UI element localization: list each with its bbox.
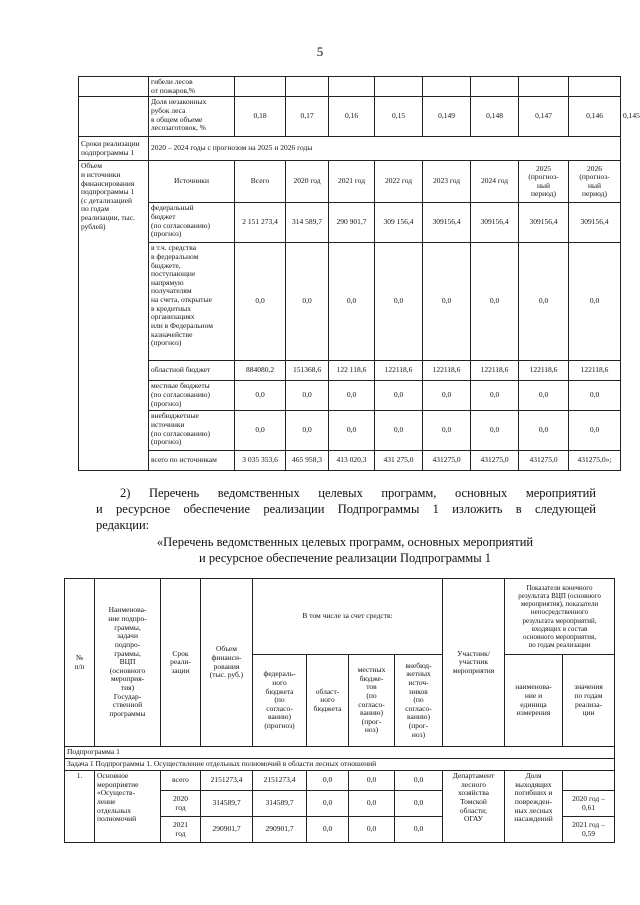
funding-label: Объем и источники финансирования подпрограммы 1 (с детализацией по годам реализации, тыс. рублей): [79, 161, 149, 471]
indicator-name-cell: Доля выходящих погибших и поврежден- ных лесных насаждений: [505, 771, 563, 843]
value-cell: 0,0: [235, 381, 286, 411]
value-cell: 0,0: [329, 243, 375, 361]
value-cell: 0,0: [349, 791, 395, 817]
value-cell: 0,0: [235, 411, 286, 451]
value-cell: 0,0: [395, 817, 443, 843]
caption-line: и ресурсное обеспечение реализации Подпрограммы 1: [199, 551, 491, 565]
source-federal-direct: в т.ч. средства в федеральном бюджете, поступающие напрямую получателям на счета, открытые в кредитных организациях или в Федеральном казначействе (прогноз): [149, 243, 235, 361]
value-cell: 0,0: [286, 411, 329, 451]
value-cell: 314589,7: [201, 791, 253, 817]
value-cell: 0,0: [307, 817, 349, 843]
terms-label: Сроки реализации подпрограммы 1: [79, 137, 149, 161]
value-cell: 122118,6: [423, 361, 471, 381]
item-name: Основное мероприятие «Осуществ- ление отдельных полномочий: [95, 771, 161, 843]
value-cell: 0,0: [569, 381, 621, 411]
value-cell: 0,147: [519, 97, 569, 137]
value-cell: 309156,4: [423, 203, 471, 243]
header-2022: 2022 год: [375, 161, 423, 203]
header-name: Наименова- ние подпро- граммы, задачи подпро- граммы, ВЦП (основного мероприя- тия) Государ- ственной программы: [95, 579, 161, 747]
value-cell: 0,0: [307, 791, 349, 817]
value-cell: 0,0: [423, 243, 471, 361]
value-cell: 0,0: [395, 771, 443, 791]
source-regional: областной бюджет: [149, 361, 235, 381]
page-number: 5: [316, 44, 324, 59]
source-federal: федеральный бюджет (по согласованию) (прогноз): [149, 203, 235, 243]
value-cell: 122118,6: [471, 361, 519, 381]
header-total: Всего: [235, 161, 286, 203]
terms-value: 2020 – 2024 годы с прогнозом на 2025 и 2026 годы: [149, 137, 621, 161]
source-offbudget: внебюджетные источники (по согласованию) (прогноз): [149, 411, 235, 451]
value-cell: 431275,0»;: [569, 451, 621, 471]
header-2025: 2025 (прогноз- ный период): [519, 161, 569, 203]
term-cell: 2021 год: [161, 817, 201, 843]
value-cell: 0,0: [329, 381, 375, 411]
value-cell: 151368,6: [286, 361, 329, 381]
header-including: В том числе за счет средств:: [253, 579, 443, 655]
value-cell: 431275,0: [519, 451, 569, 471]
header-regional: област- ного бюджета: [307, 655, 349, 747]
value-cell: 0,16: [329, 97, 375, 137]
header-2026: 2026 (прогноз- ный период): [569, 161, 621, 203]
value-cell: 3 035 353,6: [235, 451, 286, 471]
value-cell: 2151273,4: [201, 771, 253, 791]
value-cell: 0,0: [471, 243, 519, 361]
value-cell: 465 958,3: [286, 451, 329, 471]
term-cell: всего: [161, 771, 201, 791]
programs-resource-table: [64, 578, 615, 843]
header-2024: 2024 год: [471, 161, 519, 203]
header-indicator-values: значения по годам реализа- ции: [563, 655, 615, 747]
header-volume: Объем финанси- рования (тыс. руб.): [201, 579, 253, 747]
value-cell: 0,0: [375, 381, 423, 411]
header-2021: 2021 год: [329, 161, 375, 203]
value-cell: 122118,6: [375, 361, 423, 381]
value-cell: 0,0: [569, 411, 621, 451]
value-cell: 0,0: [307, 771, 349, 791]
value-cell: 314589,7: [253, 791, 307, 817]
header-participant: Участник/ участник мероприятия: [443, 579, 505, 747]
caption-line: «Перечень ведомственных целевых программ, основных мероприятий: [156, 535, 534, 549]
value-cell: 0,0: [286, 243, 329, 361]
value-cell: 2 151 273,4: [235, 203, 286, 243]
value-cell: 309156,4: [569, 203, 621, 243]
value-cell: 0,15: [375, 97, 423, 137]
value-cell: 0,149: [423, 97, 471, 137]
value-cell: 884080,2: [235, 361, 286, 381]
indicator-value-cell: 2020 год – 0,61: [563, 791, 615, 817]
value-cell: 0,0: [519, 381, 569, 411]
value-cell: 0,0: [235, 243, 286, 361]
participant-cell: Департамент лесного хозяйства Томской области; ОГАУ: [443, 771, 505, 843]
value-cell: 122118,6: [519, 361, 569, 381]
value-cell: 431275,0: [471, 451, 519, 471]
value-cell: 431 275,0: [375, 451, 423, 471]
header-term: Срок реали- зации: [161, 579, 201, 747]
value-cell: 122 118,6: [329, 361, 375, 381]
value-cell: 0,148: [471, 97, 519, 137]
header-num: № п/п: [65, 579, 95, 747]
header-2023: 2023 год: [423, 161, 471, 203]
table-caption: [90, 534, 600, 566]
value-cell: 314 589,7: [286, 203, 329, 243]
header-2020: 2020 год: [286, 161, 329, 203]
value-cell: 0,18: [235, 97, 286, 137]
header-local: местных бюдже- тов (по согласо- ванию) (прог- ноз): [349, 655, 395, 747]
value-cell: 431275,0: [423, 451, 471, 471]
value-cell: 0,0: [349, 817, 395, 843]
value-cell: 0,0: [395, 791, 443, 817]
value-cell: 2151273,4: [253, 771, 307, 791]
indicator-value-cell: 2021 год – 0,59: [563, 817, 615, 843]
value-cell: 0,0: [375, 243, 423, 361]
task-row: Задача 1 Подпрограммы 1. Осуществление отдельных полномочий в области лесных отношений: [65, 759, 615, 771]
paragraph-line: и ресурсное обеспечение реализации Подпрограммы 1 изложить в следующей: [96, 502, 596, 516]
subprogram-passport-table: гибели лесов от пожаров,% Доля незаконных рубок леса в общем объеме лесозаготовок, % 0,18 0,17 0,16 0,15 0,149 0,148 0,147 0,146 0,145 Сроки реализации подпрограммы 1 2020 – 2024 годы с прогнозом на 2025 и 2026 годы Объем и источники финансирования подпрограммы 1 (с детализацией по годам реализации, тыс. рублей) Источники Всего 2020 год 2021 год 2022 год 2023 год 2024 год 2025 (прогноз- ный период) 2026 (прогноз- ный период) федеральный бюджет (по согласованию) (прогноз) 2 151 273,4 314 589,7 290 901,7 309 156,4 309156,4 309156,4 309156,4 309156,4 в т.ч. средства в федеральном бюджете, поступающие напрямую получателям на счета, открытые в кредитных организациях или в Федеральном казначействе (прогноз) 0,0 0,0 0,0 0,0 0,0 0,0 0,0 0,0 областной бюджет 884080,2 151368,6 122 118,6 122118,6 122118,6 122118,6 122118,6 122118,6 местные бюджеты (по согласованию) (прогноз) 0,0 0,0 0,0 0,0 0,0 0,0 0,0 0,0 внебюджетные источники (по согласованию) (прогноз) 0,0 0,0 0,0 0,0 0,0 0,0 0,0 0,0 всего по источникам 3 035 353,6 465 958,3 413 020,3 431 275,0 431275,0 431275,0 431275,0 431275,0»;: [78, 76, 621, 471]
value-cell: 0,0: [286, 381, 329, 411]
value-cell: 290901,7: [253, 817, 307, 843]
header-federal: федераль- ного бюджета (по согласо- ванию) (прогноз): [253, 655, 307, 747]
value-cell: 413 020,3: [329, 451, 375, 471]
value-cell: 0,0: [329, 411, 375, 451]
value-cell: 309 156,4: [375, 203, 423, 243]
indicator-value-cell: [563, 771, 615, 791]
value-cell: 0,146: [569, 97, 621, 137]
value-cell: 0,0: [423, 411, 471, 451]
term-cell: 2020 год: [161, 791, 201, 817]
value-cell: 0,0: [471, 411, 519, 451]
value-cell: 290901,7: [201, 817, 253, 843]
header-indicator-name: наименова- ние и единица измерения: [505, 655, 563, 747]
value-cell: 0,0: [569, 243, 621, 361]
value-cell: 0,0: [375, 411, 423, 451]
value-cell: 309156,4: [471, 203, 519, 243]
value-cell: 0,0: [423, 381, 471, 411]
subprogram-row: Подпрограмма 1: [65, 747, 615, 759]
value-cell: 122118,6: [569, 361, 621, 381]
source-total: всего по источникам: [149, 451, 235, 471]
row-label-unlawful-logging: Доля незаконных рубок леса в общем объеме лесозаготовок, %: [149, 97, 235, 137]
value-cell: 290 901,7: [329, 203, 375, 243]
header-sources: Источники: [149, 161, 235, 203]
empty-cell: [79, 77, 149, 97]
header-offbudget: внебюд- жетных источ- ников (по согласо- ванию) (прог- ноз): [395, 655, 443, 747]
value-cell: 0,0: [519, 411, 569, 451]
amendment-paragraph: [96, 485, 596, 533]
value-cell: 0,0: [471, 381, 519, 411]
value-cell: 309156,4: [519, 203, 569, 243]
value-cell: 0,0: [349, 771, 395, 791]
paragraph-line: 2) Перечень ведомственных целевых программ, основных мероприятий: [120, 486, 596, 500]
header-indicators: Показатели конечного результата ВЦП (основного мероприятия), показатели непосредственного результата мероприятий, входящих в состав основного мероприятия, по годам реализации: [505, 579, 615, 655]
item-number: 1.: [65, 771, 95, 843]
paragraph-line: редакции:: [96, 518, 150, 532]
value-cell: 0,0: [519, 243, 569, 361]
row-label-fire: гибели лесов от пожаров,%: [149, 77, 235, 97]
source-local: местные бюджеты (по согласованию) (прогноз): [149, 381, 235, 411]
value-cell: 0,17: [286, 97, 329, 137]
